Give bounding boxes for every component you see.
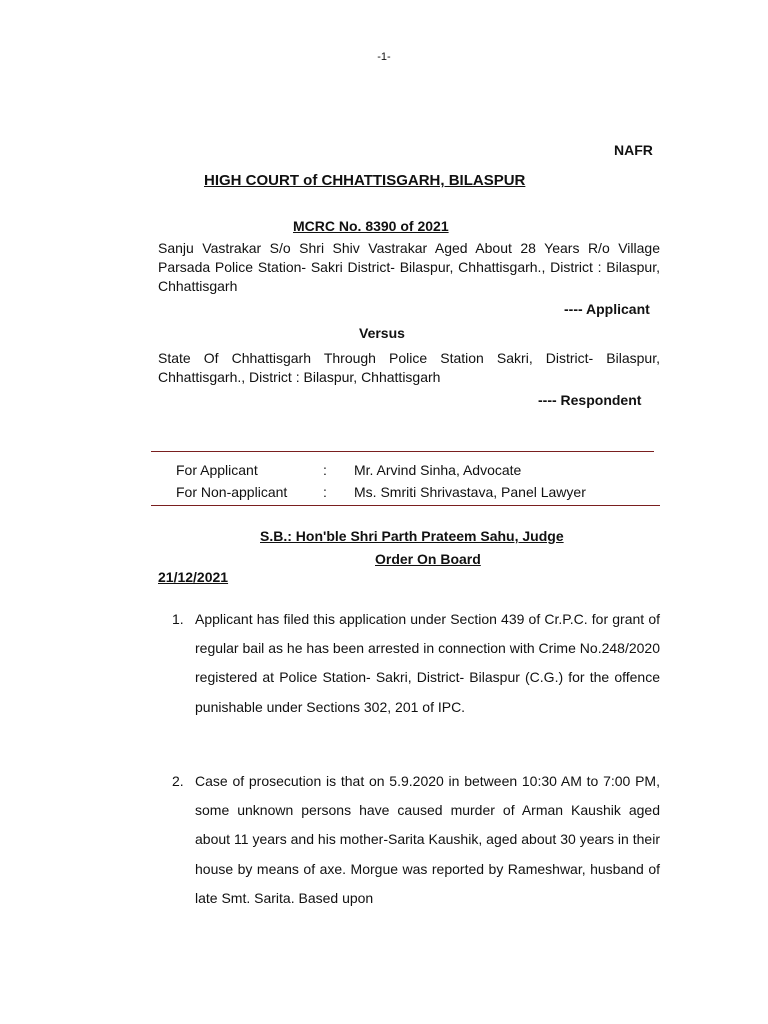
bench-line: S.B.: Hon'ble Shri Parth Prateem Sahu, Judge	[260, 528, 564, 544]
divider-top	[151, 451, 654, 452]
applicant-role: ---- Applicant	[564, 301, 650, 317]
order-title: Order On Board	[375, 551, 481, 567]
counsel-role: For Non-applicant	[176, 484, 288, 500]
divider-bottom	[151, 505, 660, 506]
counsel-name: Mr. Arvind Sinha, Advocate	[354, 462, 522, 478]
counsel-separator: :	[323, 462, 327, 478]
counsel-separator: :	[323, 484, 327, 500]
case-number: MCRC No. 8390 of 2021	[293, 218, 449, 234]
paragraph-number: 1.	[172, 611, 184, 627]
order-date: 21/12/2021	[158, 569, 229, 585]
paragraph-text: Case of prosecution is that on 5.9.2020 in between 10:30 AM to 7:00 PM, some unknown persons have caused murder of Arman Kaushik aged about 11 years and his mother-Sarita Kaushik, aged about 30 years in their house by means of axe. Morgue was reported by Rameshwar, husband of late Smt. Sarita. Based upon	[195, 773, 660, 906]
counsel-role: For Applicant	[176, 462, 258, 478]
counsel-name: Ms. Smriti Shrivastava, Panel Lawyer	[354, 484, 586, 500]
applicant-details: Sanju Vastrakar S/o Shri Shiv Vastrakar Aged About 28 Years R/o Village Parsada Police Station- Sakri District- Bilaspur, Chhattisgarh., District : Bilaspur, Chhattisgarh	[158, 240, 660, 294]
respondent-details: State Of Chhattisgarh Through Police Station Sakri, District- Bilaspur, Chhattisgarh., District : Bilaspur, Chhattisgarh	[158, 350, 660, 385]
respondent-role: ---- Respondent	[538, 392, 642, 408]
versus-label: Versus	[359, 325, 405, 341]
nafr-label: NAFR	[614, 142, 653, 158]
court-name: HIGH COURT of CHHATTISGARH, BILASPUR	[204, 172, 526, 189]
paragraph-text: Applicant has filed this application under Section 439 of Cr.P.C. for grant of regular bail as he has been arrested in connection with Crime No.248/2020 registered at Police Station- Sakri, District- Bilaspur (C.G.) for the offence punishable under Sections 302, 201 of IPC.	[195, 611, 660, 715]
paragraph-number: 2.	[172, 773, 184, 789]
page-number: -1-	[377, 51, 391, 63]
